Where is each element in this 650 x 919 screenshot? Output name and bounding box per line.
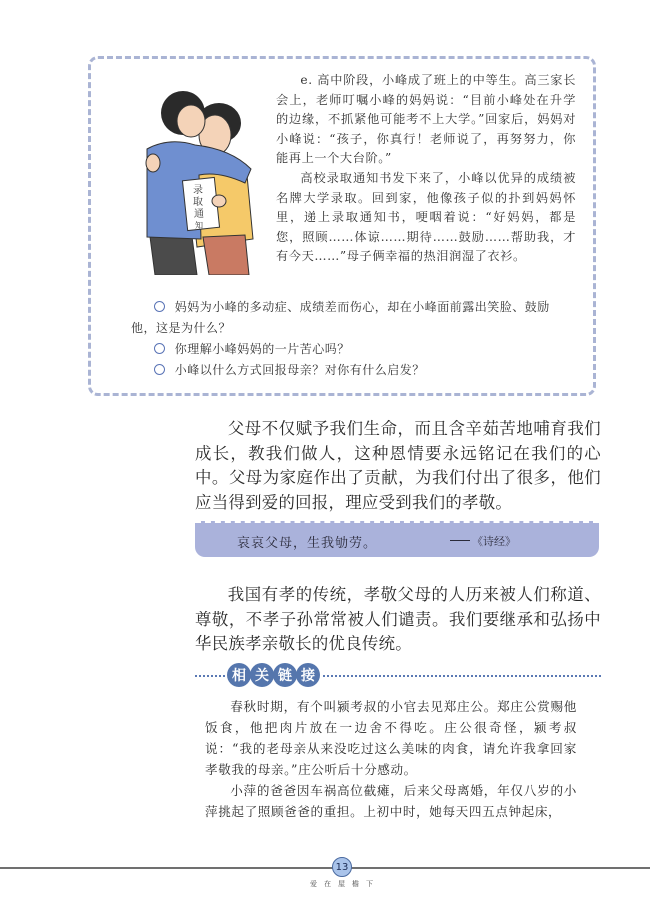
story-box	[88, 56, 596, 396]
title-badge: 相	[227, 663, 251, 687]
related-links-title	[227, 663, 319, 687]
question-text: 小峰以什么方式回报母亲？对你有什么启发？	[174, 363, 425, 377]
footer-title: 爱在屋檐下	[310, 880, 380, 888]
circle-bullet-icon	[154, 364, 165, 375]
discussion-questions	[131, 297, 571, 381]
em-dash	[450, 540, 470, 542]
svg-text:知: 知	[195, 221, 203, 230]
related-paragraph: 小萍的爸爸因车祸高位截瘫，后来父母离婚，年仅八岁的小萍挑起了照顾爸爸的重担。上初中时，她每天四五点钟起床，	[205, 783, 577, 819]
story-paragraph: e. 高中阶段，小峰成了班上的中等生。高三家长会上，老师叮嘱小峰的妈妈说：“目前小峰处在升学的边缘，不抓紧他可能考不上大学。”回家后，妈妈对小峰说：“孩子，你真行！老师说了，再努努力，你能再上一个大台阶。”	[276, 73, 576, 166]
paragraph-text: 我国有孝的传统，孝敬父母的人历来被人们称道、尊敬，不孝子孙常常被人们谴责。我们要继承和弘扬中华民族孝亲敬长的优良传统。	[195, 585, 601, 654]
quote-source-text: 《诗经》	[472, 535, 516, 548]
circle-bullet-icon	[154, 301, 165, 312]
quote-source	[450, 533, 516, 549]
title-badge: 链	[273, 663, 297, 687]
paragraph-text: 父母不仅赋予我们生命，而且含辛茹苦地哺育我们成长，教我们做人，这种恩情要永远铭记在我们的心中。父母为家庭作出了贡献，为我们付出了很多，他们应当得到爱的回报，理应受到我们的孝敬。	[195, 419, 601, 512]
quote-box	[195, 521, 599, 557]
svg-text:取: 取	[193, 197, 203, 208]
title-badge: 关	[250, 663, 274, 687]
body-paragraph-1	[195, 417, 601, 515]
title-badge: 接	[296, 663, 320, 687]
mother-son-hug-illustration	[139, 79, 263, 275]
related-links-text	[205, 696, 577, 822]
related-links-header	[195, 663, 605, 689]
footer-divider	[0, 867, 650, 869]
dotted-divider	[323, 675, 601, 677]
story-paragraph: 高校录取通知书发下来了，小峰以优异的成绩被名牌大学录取。回到家，他像孩子似的扑到妈妈怀里，递上录取通知书，哽咽着说：“好妈妈，都是您，照顾……体谅……期待……鼓励……帮助我，才有今天……”母子俩幸福的热泪润湿了衣衫。	[276, 170, 576, 264]
story-text	[276, 71, 576, 267]
question-text: 妈妈为小峰的多动症、成绩差而伤心，却在小峰面前露出笑脸、鼓励他，这是为什么？	[131, 300, 550, 335]
question-item	[131, 360, 571, 381]
question-item	[131, 339, 571, 360]
related-paragraph: 春秋时期，有个叫颍考叔的小官去见郑庄公。郑庄公赏赐他饭食，他把肉片放在一边舍不得吃。庄公很奇怪，颍考叔说：“我的老母亲从来没吃过这么美味的肉食，请允许我拿回家孝敬我的母亲。”庄公听后十分感动。	[205, 699, 577, 777]
svg-text:通: 通	[194, 209, 204, 220]
quote-text: 哀哀父母，生我劬劳。	[237, 536, 378, 551]
circle-bullet-icon	[154, 343, 165, 354]
page-number: 13	[332, 857, 352, 877]
question-item	[131, 297, 571, 339]
question-text: 你理解小峰妈妈的一片苦心吗？	[174, 342, 350, 356]
dotted-divider	[195, 675, 225, 677]
svg-text:录: 录	[193, 185, 203, 196]
body-paragraph-2	[195, 583, 601, 657]
